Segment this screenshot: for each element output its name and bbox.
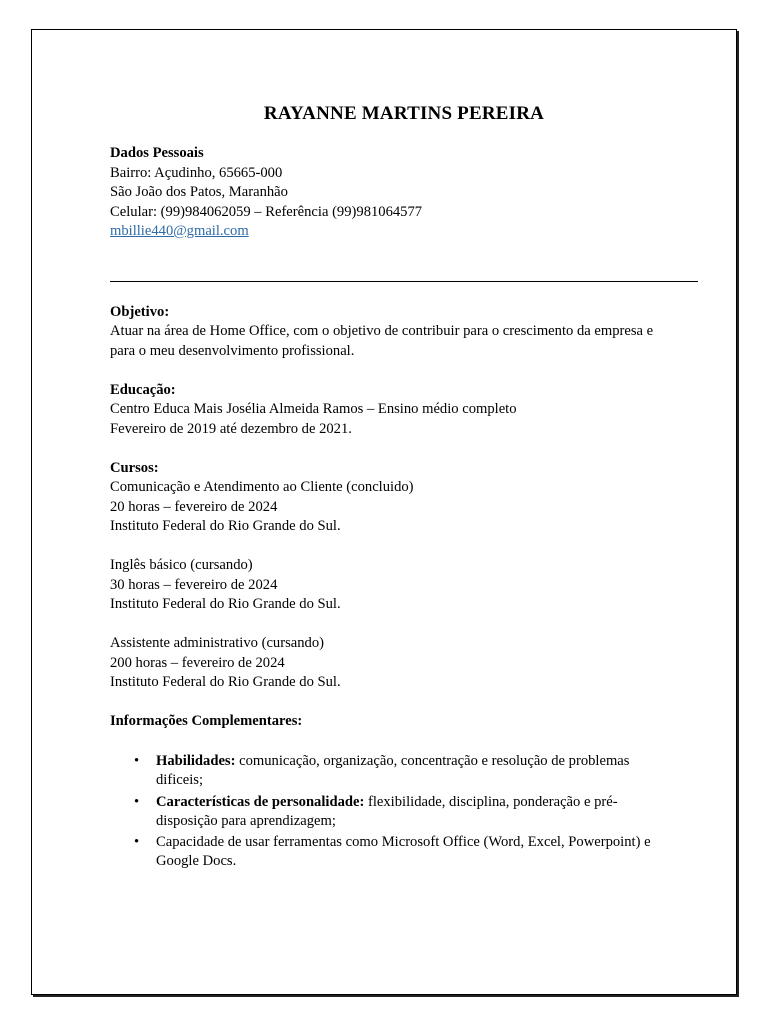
objective-line: Atuar na área de Home Office, com o objetivo de contribuir para o crescimento da empresa e bbox=[110, 323, 654, 339]
education-heading: Educação: bbox=[110, 381, 176, 398]
education-line: Fevereiro de 2019 até dezembro de 2021. bbox=[110, 420, 352, 437]
bullet-icon: • bbox=[134, 833, 140, 850]
course-hours: 200 horas – fevereiro de 2024 bbox=[110, 654, 285, 671]
course-item bbox=[110, 556, 698, 615]
course-hours: 30 horas – fevereiro de 2024 bbox=[110, 576, 278, 593]
courses-heading: Cursos: bbox=[110, 459, 159, 476]
document-page bbox=[31, 29, 737, 995]
complementary-section bbox=[110, 712, 698, 872]
education-section bbox=[110, 381, 698, 440]
address-line: Bairro: Açudinho, 65665-000 bbox=[110, 164, 283, 181]
complementary-heading: Informações Complementares: bbox=[110, 713, 303, 729]
personal-heading: Dados Pessoais bbox=[110, 145, 204, 161]
course-title: Assistente administrativo (cursando) bbox=[110, 635, 324, 651]
resume-content bbox=[110, 102, 698, 872]
course-institution: Instituto Federal do Rio Grande do Sul. bbox=[110, 596, 341, 612]
list-item bbox=[134, 833, 698, 872]
list-item bbox=[134, 752, 698, 791]
complementary-list bbox=[110, 752, 698, 872]
email-link[interactable]: mbillie440@gmail.com bbox=[110, 223, 249, 239]
phone-line: Celular: (99)984062059 – Referência (99)981064577 bbox=[110, 203, 423, 220]
item-text: Capacidade de usar ferramentas como Microsoft Office (Word, Excel, Powerpoint) e bbox=[156, 833, 651, 850]
item-label: Características de personalidade: bbox=[156, 793, 365, 810]
personal-section bbox=[110, 144, 698, 242]
bullet-icon: • bbox=[134, 752, 140, 769]
candidate-name: RAYANNE MARTINS PEREIRA bbox=[263, 103, 545, 124]
item-text: flexibilidade, disciplina, ponderação e pré- bbox=[364, 793, 618, 810]
objective-line: para o meu desenvolvimento profissional. bbox=[110, 342, 355, 359]
item-text-cont: Google Docs. bbox=[156, 853, 237, 869]
section-divider bbox=[110, 281, 698, 282]
course-title: Comunicação e Atendimento ao Cliente (concluido) bbox=[110, 479, 414, 495]
item-text: comunicação, organização, concentração e resolução de problemas bbox=[235, 752, 630, 769]
item-label: Habilidades: bbox=[156, 752, 236, 769]
course-institution: Instituto Federal do Rio Grande do Sul. bbox=[110, 674, 341, 690]
city-line: São João dos Patos, Maranhão bbox=[110, 184, 288, 200]
objective-section bbox=[110, 303, 698, 362]
item-text-cont: dificeis; bbox=[156, 772, 204, 788]
objective-heading: Objetivo: bbox=[110, 303, 170, 320]
course-title: Inglês básico (cursando) bbox=[110, 557, 253, 573]
bullet-icon: • bbox=[134, 793, 140, 810]
item-text-cont: disposição para aprendizagem; bbox=[156, 813, 336, 829]
course-item bbox=[110, 634, 698, 693]
courses-section bbox=[110, 459, 698, 693]
course-item bbox=[110, 478, 698, 537]
education-line: Centro Educa Mais Josélia Almeida Ramos – Ensino médio completo bbox=[110, 401, 517, 417]
course-institution: Instituto Federal do Rio Grande do Sul. bbox=[110, 518, 341, 534]
list-item bbox=[134, 793, 698, 832]
course-hours: 20 horas – fevereiro de 2024 bbox=[110, 498, 278, 515]
